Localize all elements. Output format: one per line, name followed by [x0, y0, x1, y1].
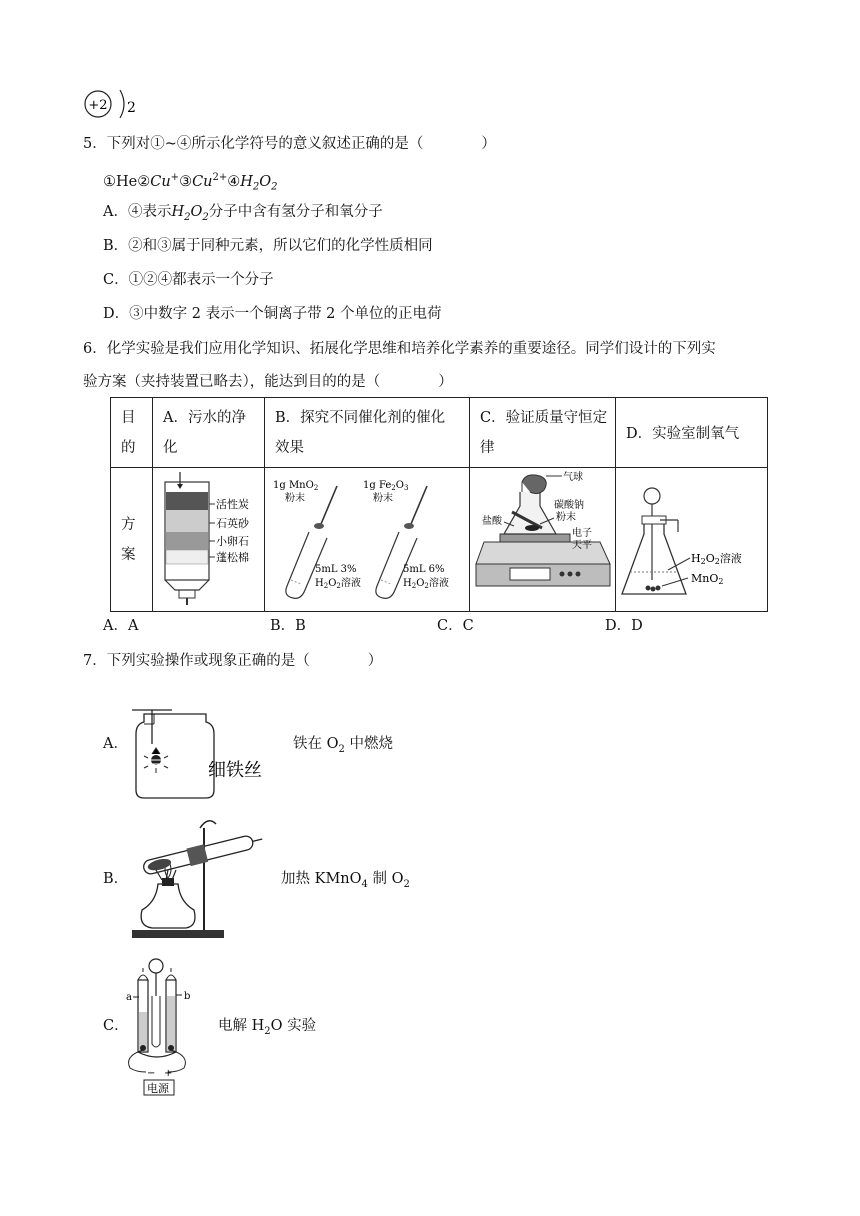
label-hydrochloric-acid: 盐酸 — [482, 516, 502, 527]
purpose-a: A．污水的净 化 — [153, 398, 265, 468]
mass-conservation-figure — [470, 468, 615, 607]
catalyst-comparison-figure — [265, 468, 469, 607]
iron-burning-figure — [128, 694, 278, 802]
label-activated-carbon: 活性炭 — [216, 498, 249, 511]
label-power-supply: 电源 — [147, 1082, 169, 1095]
label-mno2-powder: 1g MnO$_2$ — [273, 480, 319, 492]
kmno4-heating-figure — [128, 814, 268, 944]
label-fine-iron-wire: 细铁丝 — [208, 760, 262, 781]
label-h2o2-solution: H2O2溶液 — [691, 552, 742, 566]
label-quartz-sand: 石英砂 — [216, 517, 249, 530]
q5-option-a[interactable]: A．④表示$H_2O_2$分子中含有氢分子和氧分子 — [103, 204, 383, 223]
svg-text:粉末: 粉末 — [373, 493, 393, 504]
svg-text:H2O2溶液: $H_2O_2$溶液 — [403, 578, 449, 590]
q7-option-c-desc: 电解 $H_2O$ 实验 — [218, 1018, 317, 1037]
q5-option-b[interactable]: B．②和③属于同种元素，所以它们的化学性质相同 — [103, 238, 433, 254]
nucleus-charge: +2 — [88, 98, 108, 113]
q6-answer-b[interactable]: B．B — [270, 618, 306, 634]
label-positive: + — [164, 1068, 173, 1079]
water-filter-figure — [153, 468, 264, 607]
svg-text:H2O2溶液: $H_2O_2$溶液 — [315, 578, 361, 590]
oxygen-preparation-figure — [616, 468, 767, 607]
label-balloon: 气球 — [563, 472, 583, 483]
q7-option-a-label[interactable]: A． — [103, 736, 128, 752]
plan-c-cell — [470, 468, 616, 612]
label-fe2o3-powder: 1g $Fe_2O_3$ — [363, 480, 409, 492]
label-tube-b: b — [184, 991, 191, 1002]
svg-text:5mL 3%: 5mL 3% — [315, 564, 357, 575]
q7-option-b-desc: 加热 KMnO$_4$ 制 $O_2$ — [281, 871, 410, 890]
plan-d-cell — [616, 468, 768, 612]
plan-b-cell — [265, 468, 470, 612]
q5-option-c[interactable]: C．①②④都表示一个分子 — [103, 272, 274, 288]
q5-stem: 5．下列对①~④所示化学符号的意义叙述正确的是（ ） — [83, 136, 496, 152]
atom-structure-fragment — [80, 86, 140, 122]
q7-option-c-label[interactable]: C． — [103, 1018, 129, 1034]
q5-option-d[interactable]: D．③中数字 2 表示一个铜离子带 2 个单位的正电荷 — [103, 306, 442, 322]
q6-answer-a[interactable]: A．A — [103, 618, 139, 634]
label-electronic: 电子 — [572, 528, 592, 539]
row-head-plan: 方 案 — [111, 468, 153, 612]
q5-symbols: $①He②Cu^+③Cu^{2+}④H_2O_2$ — [103, 172, 278, 193]
q6-answer-c[interactable]: C．C — [437, 618, 474, 634]
shell-electron-count: 2 — [127, 100, 136, 116]
label-cotton: 蓬松棉 — [216, 551, 249, 564]
row-head-purpose: 目 的 — [111, 398, 153, 468]
plan-a-cell — [153, 468, 265, 612]
svg-text:粉末: 粉末 — [285, 493, 305, 504]
q6-stem-line1: 6．化学实验是我们应用化学知识、拓展化学思维和培养化学素养的重要途径。同学们设计的下列实 — [83, 341, 716, 357]
label-sodium-carbonate: 碳酸钠 — [554, 500, 584, 511]
q6-experiment-table — [110, 397, 768, 612]
electron-shell-arc — [120, 90, 124, 118]
q7-option-a-desc: 铁在 $O_2$ 中燃烧 — [293, 736, 393, 755]
label-balance: 天平 — [572, 540, 592, 551]
q6-stem-line2: 验方案（夹持装置已略去），能达到目的的是（ ） — [83, 374, 453, 390]
water-electrolysis-figure — [122, 950, 212, 1100]
label-pebbles: 小卵石 — [216, 535, 249, 548]
q7-option-b-label[interactable]: B． — [103, 871, 129, 887]
svg-text:5mL 6%: 5mL 6% — [403, 564, 445, 575]
q7-stem: 7．下列实验操作或现象正确的是（ ） — [83, 653, 383, 669]
purpose-d: D．实验室制氧气 — [616, 398, 768, 468]
label-negative: − — [147, 1068, 156, 1079]
purpose-b: B．探究不同催化剂的催化 效果 — [265, 398, 470, 468]
q6-answer-d[interactable]: D．D — [605, 618, 643, 634]
svg-text:粉末: 粉末 — [556, 512, 576, 523]
label-tube-a: a — [126, 992, 132, 1003]
purpose-c: C．验证质量守恒定 律 — [470, 398, 616, 468]
label-mno2: MnO2 — [691, 572, 724, 586]
